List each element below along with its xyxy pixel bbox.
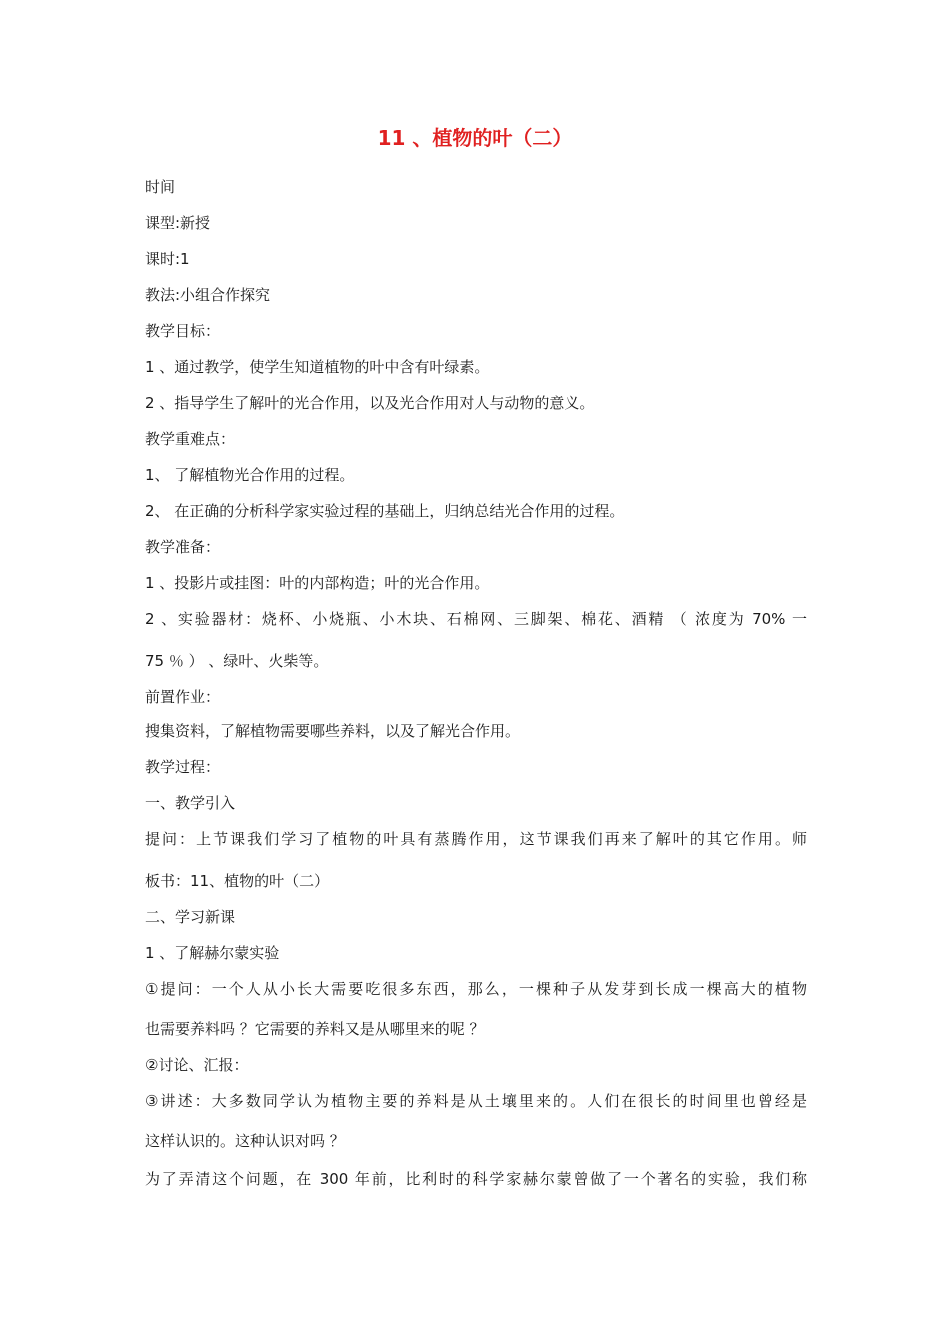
text-line: 课时:1 [145, 250, 190, 268]
text-line: 二、学习新课 [145, 908, 236, 926]
text-line: ②讨论、汇报： [145, 1056, 249, 1074]
text-line: 课型:新授 [145, 214, 211, 232]
text-line: ①提问：一个人从小长大需要吃很多东西，那么，一棵种子从发芽到长成一棵高大的植物 [145, 980, 807, 998]
text-line: 前置作业： [145, 688, 221, 706]
text-line: 教学过程： [145, 758, 221, 776]
text-line: 一、教学引入 [145, 794, 236, 812]
text-line: 1 、了解赫尔蒙实验 [145, 944, 280, 962]
text-line: 也需要养料吗 ？它需要的养料又是从哪里来的呢 ？ [145, 1020, 485, 1038]
text-line: ③讲述：大多数同学认为植物主要的养料是从土壤里来的。人们在很长的时间里也曾经是 [145, 1092, 807, 1110]
text-line: 搜集资料，了解植物需要哪些养料，以及了解光合作用。 [145, 722, 521, 740]
text-line: 1、 了解植物光合作用的过程。 [145, 466, 355, 484]
text-line: 这样认识的。这种认识对吗 ？ [145, 1132, 345, 1150]
text-line: 教学准备： [145, 538, 221, 556]
text-line: 板书：11、植物的叶（二） [145, 872, 330, 890]
text-line: 教法:小组合作探究 [145, 286, 271, 304]
text-line: 提问：上节课我们学习了植物的叶具有蒸腾作用，这节课我们再来了解叶的其它作用。师 [145, 830, 807, 848]
text-line: 教学重难点： [145, 430, 236, 448]
text-line: 教学目标： [145, 322, 221, 340]
text-line: 为了弄清这个问题，在 300 年前，比利时的科学家赫尔蒙曾做了一个著名的实验，我们称 [145, 1170, 807, 1188]
text-line: 75 ％ ） 、绿叶、火柴等。 [145, 652, 329, 670]
text-line: 2、 在正确的分析科学家实验过程的基础上，归纳总结光合作用的过程。 [145, 502, 625, 520]
text-line: 时间 [145, 178, 176, 196]
document-title: 11 、植物的叶（二） [377, 126, 573, 150]
text-line: 2 、实验器材：烧杯、小烧瓶、小木块、石棉网、三脚架、棉花、酒精 （ 浓度为 70% 一 [145, 610, 807, 628]
text-line: 1 、通过教学，使学生知道植物的叶中含有叶绿素。 [145, 358, 490, 376]
text-line: 1 、投影片或挂图：叶的内部构造；叶的光合作用。 [145, 574, 490, 592]
text-line: 2 、指导学生了解叶的光合作用，以及光合作用对人与动物的意义。 [145, 394, 595, 412]
